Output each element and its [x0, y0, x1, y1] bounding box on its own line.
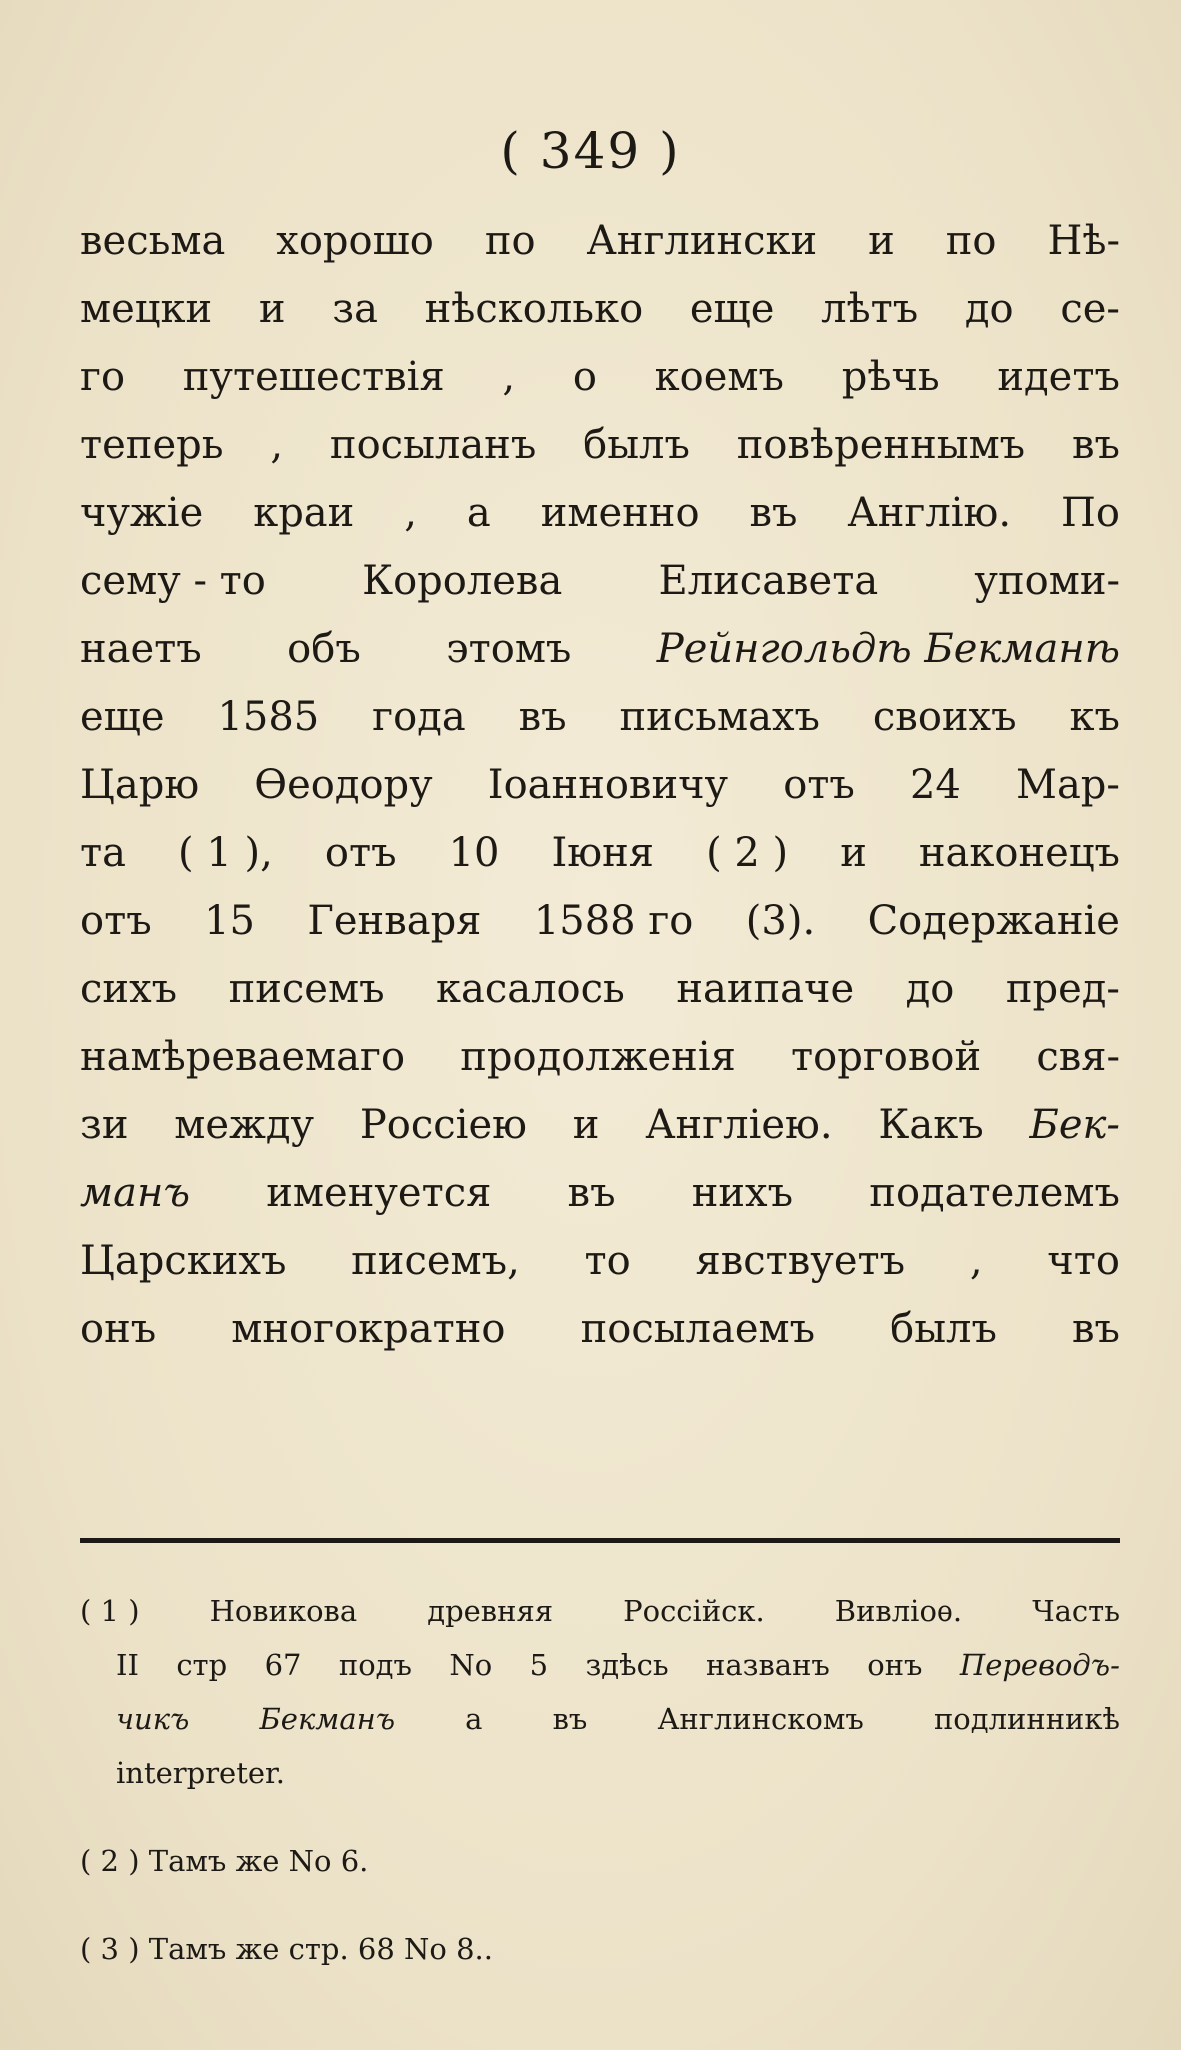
word: по — [945, 218, 997, 264]
word: манъ — [80, 1170, 191, 1216]
word: писемъ — [228, 966, 385, 1012]
word: былъ — [583, 422, 690, 468]
word: пред- — [1005, 966, 1120, 1012]
word: отъ — [324, 830, 397, 876]
footnote-word: II — [116, 1648, 139, 1682]
word: Генваря — [307, 898, 482, 944]
word: хорошо — [276, 218, 434, 264]
word: Россіею — [359, 1102, 527, 1148]
word: Англіею. — [645, 1102, 833, 1148]
text-line — [80, 762, 1120, 830]
word: въ — [1071, 422, 1120, 468]
footnotes — [80, 1594, 1120, 1986]
word: къ — [1069, 694, 1120, 740]
word: та — [80, 830, 126, 876]
word: о — [572, 354, 597, 400]
word: рѣчь — [841, 354, 940, 400]
text-line — [80, 1170, 1120, 1238]
word: Англински — [586, 218, 818, 264]
word: мецки — [80, 286, 213, 332]
footnote-word: въ — [552, 1702, 588, 1736]
word: Ѳеодору — [254, 762, 433, 808]
footnote-3 — [80, 1932, 1120, 1986]
footnote-word: чикъ — [116, 1702, 190, 1736]
word: посыланъ — [329, 422, 537, 468]
word: наетъ — [80, 626, 202, 672]
text-line — [80, 898, 1120, 966]
word: и — [868, 218, 895, 264]
word: (3). — [745, 898, 816, 944]
word: отъ — [783, 762, 855, 808]
word: се- — [1060, 286, 1120, 332]
footnote-word: названъ — [706, 1648, 830, 1682]
word: Нѣ- — [1047, 218, 1120, 264]
word: 24 — [909, 762, 961, 808]
word: По — [1061, 490, 1120, 536]
word: и — [840, 830, 867, 876]
footnote-1-line-3 — [80, 1702, 1120, 1756]
word: чужіе — [80, 490, 204, 536]
word: въ — [567, 1170, 616, 1216]
word: Содержаніе — [867, 898, 1120, 944]
word: ( 2 ) — [706, 830, 789, 876]
word: 15 — [204, 898, 255, 944]
word: краи — [253, 490, 355, 536]
word: и — [572, 1102, 600, 1148]
word: , — [502, 354, 516, 400]
word: 1588 го — [533, 898, 694, 944]
word: касалось — [436, 966, 625, 1012]
footnote-word: Россійск. — [623, 1594, 765, 1628]
word: сихъ — [80, 966, 178, 1012]
word: Іюня — [551, 830, 655, 876]
word: въ — [1072, 1306, 1120, 1352]
footnote-1-line-2 — [80, 1648, 1120, 1702]
word: упоми- — [974, 558, 1120, 604]
word: онъ — [80, 1306, 157, 1352]
word: между — [174, 1102, 315, 1148]
footnote-word: здѣсь — [585, 1648, 669, 1682]
word: продолженія — [460, 1034, 736, 1080]
word: подателемъ — [869, 1170, 1120, 1216]
word: Королева — [362, 558, 563, 604]
footnote-word: 67 — [264, 1648, 302, 1682]
word: объ — [287, 626, 361, 672]
word: отъ — [80, 898, 152, 944]
footnote-word: а — [465, 1702, 483, 1736]
footnote-text: ( 2 ) Тамъ же No 6. — [80, 1844, 369, 1878]
text-line — [80, 966, 1120, 1034]
footnote-word: Бекманъ — [259, 1702, 396, 1736]
word: , — [969, 1238, 983, 1284]
word: своихъ — [872, 694, 1017, 740]
word: по — [484, 218, 536, 264]
word: этомъ — [446, 626, 572, 672]
word: Какъ — [878, 1102, 984, 1148]
word: именуется — [266, 1170, 492, 1216]
main-text — [80, 218, 1120, 1374]
footnote-word: древняя — [427, 1594, 554, 1628]
word: года — [372, 694, 466, 740]
footnote-word: Часть — [1032, 1594, 1120, 1628]
word: лѣтъ — [821, 286, 919, 332]
word: въ — [518, 694, 567, 740]
text-line — [80, 286, 1120, 354]
word: торговой — [791, 1034, 982, 1080]
word: намѣреваемаго — [80, 1034, 406, 1080]
word: весьма — [80, 218, 226, 264]
word: путешествія — [182, 354, 445, 400]
word: то — [584, 1238, 631, 1284]
word: Іоанновичу — [487, 762, 729, 808]
word: коемъ — [654, 354, 784, 400]
word: , — [404, 490, 417, 536]
text-line — [80, 1102, 1120, 1170]
footnote-text: ( 3 ) Тамъ же стр. 68 No 8.. — [80, 1932, 493, 1966]
word: зи — [80, 1102, 129, 1148]
text-line — [80, 694, 1120, 762]
word: повѣреннымъ — [736, 422, 1026, 468]
word: нѣсколько — [424, 286, 644, 332]
page-number: ( 349 ) — [500, 122, 681, 180]
text-line — [80, 626, 1120, 694]
word: Англію. — [847, 490, 1012, 536]
footnote-word: ( 1 ) — [80, 1594, 140, 1628]
footnote-word: No — [449, 1648, 493, 1682]
word: 1585 — [217, 694, 320, 740]
text-line — [80, 354, 1120, 422]
word: , — [270, 422, 284, 468]
word: сему - то — [80, 558, 266, 604]
word: письмахъ — [619, 694, 820, 740]
footnote-word: Вивліоѳ. — [834, 1594, 963, 1628]
text-line — [80, 1306, 1120, 1374]
word: идетъ — [997, 354, 1120, 400]
word: именно — [540, 490, 700, 536]
footnote-text: interpreter. — [116, 1756, 285, 1790]
word: наконецъ — [918, 830, 1120, 876]
word: свя- — [1036, 1034, 1120, 1080]
word: многократно — [231, 1306, 506, 1352]
word: еще — [80, 694, 165, 740]
word: Царю — [80, 762, 200, 808]
text-line — [80, 490, 1120, 558]
word: и — [258, 286, 286, 332]
word: Царскихъ — [80, 1238, 287, 1284]
word: до — [905, 966, 955, 1012]
word: теперь — [80, 422, 224, 468]
word: былъ — [890, 1306, 997, 1352]
footnote-1-line-4 — [80, 1756, 1120, 1810]
word: Елисавета — [658, 558, 879, 604]
word: го — [80, 354, 126, 400]
footnote-word: Англинскомъ — [657, 1702, 864, 1736]
word: въ — [749, 490, 798, 536]
word: посылаемъ — [580, 1306, 816, 1352]
word: за — [332, 286, 378, 332]
footnote-word: Новикова — [209, 1594, 358, 1628]
footnote-word: стр — [176, 1648, 228, 1682]
word: 10 — [448, 830, 500, 876]
word: нихъ — [691, 1170, 794, 1216]
word: до — [964, 286, 1014, 332]
word: наипаче — [676, 966, 855, 1012]
footnote-word: 5 — [529, 1648, 549, 1682]
footnote-word: Переводъ- — [959, 1648, 1120, 1682]
text-line — [80, 218, 1120, 286]
word: Рейнгольдѣ Бекманѣ — [656, 626, 1120, 672]
word: Мар- — [1016, 762, 1120, 808]
footnote-separator-rule — [80, 1538, 1120, 1543]
word: Бек- — [1029, 1102, 1120, 1148]
text-line — [80, 422, 1120, 490]
footnote-word: подъ — [338, 1648, 412, 1682]
footnote-word: подлинникѣ — [933, 1702, 1120, 1736]
footnote-word: онъ — [867, 1648, 923, 1682]
word: явствуетъ — [695, 1238, 906, 1284]
word: ( 1 ), — [178, 830, 273, 876]
word: а — [466, 490, 491, 536]
word: писемъ, — [351, 1238, 520, 1284]
word: еще — [689, 286, 775, 332]
text-line — [80, 1034, 1120, 1102]
text-line — [80, 1238, 1120, 1306]
text-line — [80, 558, 1120, 626]
word: что — [1047, 1238, 1120, 1284]
text-line — [80, 830, 1120, 898]
footnote-2 — [80, 1844, 1120, 1898]
footnote-1-line-1 — [80, 1594, 1120, 1648]
